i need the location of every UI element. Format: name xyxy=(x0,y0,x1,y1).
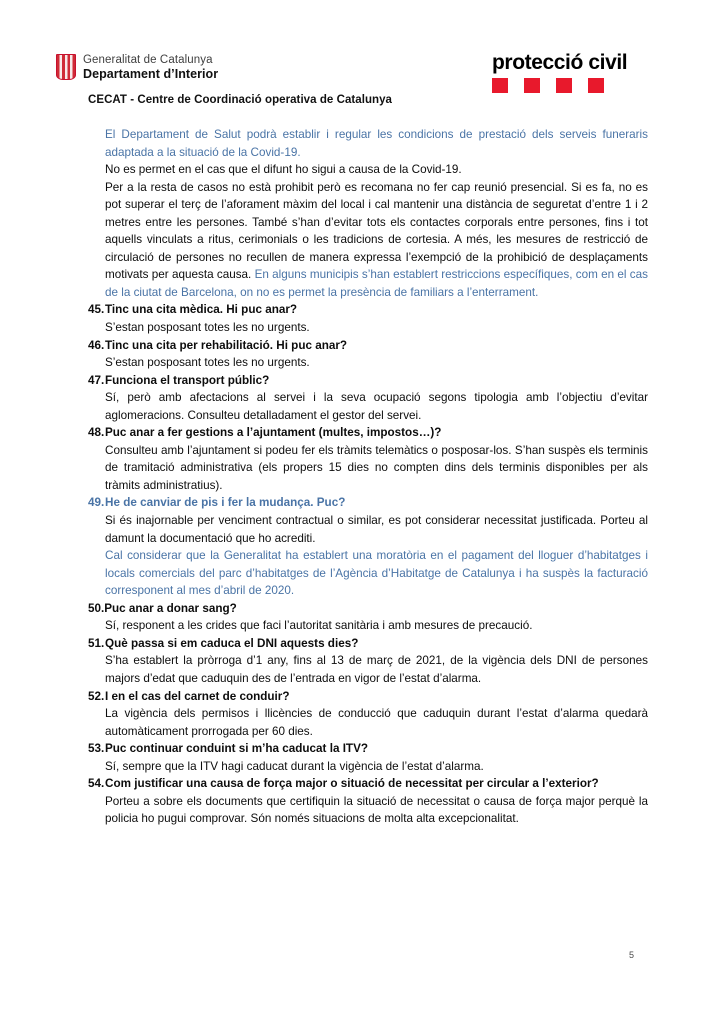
intro-paragraph-black-part: Per a la resta de casos no està prohibit però es recomana no fer cap reunió presencial. Si es fa, no es pot superar el terç de l’aforament màxim del local i cal mantenir una distància de seguretat d’entre 1 i 2 metres entre les persones. També s’han d’evitar tots els contactes corporals entre persones, fins i tot aquells vinculats a ritus, cerimonials o les tradicions de cortesia. A més, les mesures de restricció de circulació de persones no recullen de manera expressa l’exempció de la prohibició de desplaçaments motivats per aquesta causa. xyxy=(105,180,648,282)
intro-paragraph-blue-part: En alguns municipis s’han establert restriccions específiques, com en el cas de la ciutat de Barcelona, on no es permet la presència de familiars a l’enterrament. xyxy=(105,268,648,299)
faq-question-text: Puc anar a fer gestions a l’ajuntament (multes, impostos…)? xyxy=(105,426,442,440)
faq-question-number: 49. xyxy=(88,496,105,510)
faq-answer: Sí, però amb afectacions al servei i la seva ocupació segons tipologia amb l’objectiu d’evitar aglomeracions. Consulteu detalladament el gestor del servei. xyxy=(105,391,648,422)
proteccio-civil-wordmark: protecció civil xyxy=(492,51,628,74)
faq-question xyxy=(88,337,648,355)
generalitat-logo-line1: Generalitat de Catalunya xyxy=(83,54,213,66)
faq-answer: S’estan posposant totes les no urgents. xyxy=(105,356,310,370)
faq-question-text: Què passa si em caduca el DNI aquests dies? xyxy=(105,636,359,650)
faq-question xyxy=(88,424,648,442)
faq-question-number: 45. xyxy=(88,303,105,317)
red-square-icon xyxy=(588,78,604,93)
generalitat-logo-text xyxy=(83,54,218,81)
faq-question-text: Tinc una cita per rehabilitació. Hi puc anar? xyxy=(105,338,348,352)
intro-black-paragraph-1: No es permet en el cas que el difunt ho sigui a causa de la Covid-19. xyxy=(105,163,462,177)
intro-blue-paragraph: El Departament de Salut podrà establir i regular les condicions de prestació dels serveis funeraris adaptada a la situació de la Covid-19. xyxy=(105,128,648,159)
faq-question-text: Puc anar a donar sang? xyxy=(104,601,237,615)
faq-question xyxy=(88,688,648,706)
faq-question xyxy=(88,372,648,390)
faq-question-text: Puc continuar conduint si m’ha caducat la ITV? xyxy=(105,742,369,756)
faq-answer: La vigència dels permisos i llicències de conducció que caduquin durant l’estat d’alarma quedarà automàticament prorrogada per 60 dies. xyxy=(105,707,648,738)
cecat-subtitle: CECAT - Centre de Coordinació operativa de Catalunya xyxy=(88,94,392,106)
faq-answer: Sí, responent a les crides que faci l’autoritat sanitària i amb mesures de precaució. xyxy=(105,619,533,633)
faq-question xyxy=(88,635,648,653)
faq-question xyxy=(88,740,648,758)
faq-question xyxy=(88,600,648,618)
proteccio-civil-squares xyxy=(492,78,636,93)
generalitat-logo xyxy=(56,54,218,81)
faq-item xyxy=(88,337,648,372)
faq-question xyxy=(88,775,648,793)
faq-item xyxy=(88,635,648,688)
faq-answer: Sí, sempre que la ITV hagi caducat durant la vigència de l’estat d’alarma. xyxy=(105,759,484,773)
red-square-icon xyxy=(556,78,572,93)
proteccio-civil-logo xyxy=(492,52,636,93)
faq-question xyxy=(88,494,648,512)
faq-question-number: 50. xyxy=(88,601,105,615)
faq-question-text: Tinc una cita mèdica. Hi puc anar? xyxy=(105,303,298,317)
faq-answer: S’ha establert la pròrroga d’1 any, fins al 13 de març de 2021, de la vigència dels DNI de persones majors d’edat que caduquin des de l’entrada en vigor de l’estat d’alarma. xyxy=(105,654,648,685)
faq-question xyxy=(88,301,648,319)
faq-item xyxy=(88,494,648,599)
faq-item xyxy=(88,301,648,336)
faq-question-text: Com justificar una causa de força major o situació de necessitat per circular a l’exterior? xyxy=(105,777,599,791)
faq-answer: Si és inajornable per venciment contractual o similar, es pot considerar necessitat justificada. Porteu al damunt la documentació que ho acrediti. xyxy=(105,514,648,545)
faq-answer: S’estan posposant totes les no urgents. xyxy=(105,321,310,335)
faq-item xyxy=(88,372,648,425)
catalan-coat-of-arms-icon xyxy=(56,54,76,80)
red-square-icon xyxy=(492,78,508,93)
faq-question-number: 53. xyxy=(88,742,105,756)
faq-question-text: Funciona el transport públic? xyxy=(105,373,270,387)
faq-list xyxy=(88,301,648,827)
faq-question-number: 54. xyxy=(88,777,105,791)
faq-item xyxy=(88,600,648,635)
faq-answer: Consulteu amb l’ajuntament si podeu fer els tràmits telemàtics o posposar-los. S’han suspès els terminis de tramitació administrativa (els propers 15 dies no compten dins dels terminis disponibles per als tràmits administratius). xyxy=(105,443,648,492)
red-square-icon xyxy=(524,78,540,93)
faq-item xyxy=(88,688,648,741)
faq-question-number: 51. xyxy=(88,636,105,650)
faq-item xyxy=(88,775,648,828)
faq-answer: Porteu a sobre els documents que certifiquin la situació de necessitat o causa de força major perquè la policia ho pugui comprovar. Són només situacions de molta alta excepcionalitat. xyxy=(105,794,648,826)
faq-question-number: 52. xyxy=(88,689,105,703)
faq-item xyxy=(88,424,648,494)
faq-question-number: 46. xyxy=(88,338,105,352)
faq-question-text: He de canviar de pis i fer la mudança. Puc? xyxy=(105,496,346,510)
faq-answer: Cal considerar que la Generalitat ha establert una moratòria en el pagament del lloguer d’habitatges i locals comercials del parc d’habitatges de l’Agència d’Habitatge de Catalunya i ha suspès la facturació corresponent al mes d’abril de 2020. xyxy=(105,549,648,598)
intro-black-paragraph-2 xyxy=(88,179,648,302)
faq-question-number: 48. xyxy=(88,426,105,440)
page-number: 5 xyxy=(629,950,635,960)
faq-question-text: I en el cas del carnet de conduir? xyxy=(105,689,290,703)
faq-question-number: 47. xyxy=(88,373,105,387)
generalitat-logo-line2: Departament d’Interior xyxy=(83,66,219,81)
faq-item xyxy=(88,740,648,775)
document-body xyxy=(88,126,648,828)
